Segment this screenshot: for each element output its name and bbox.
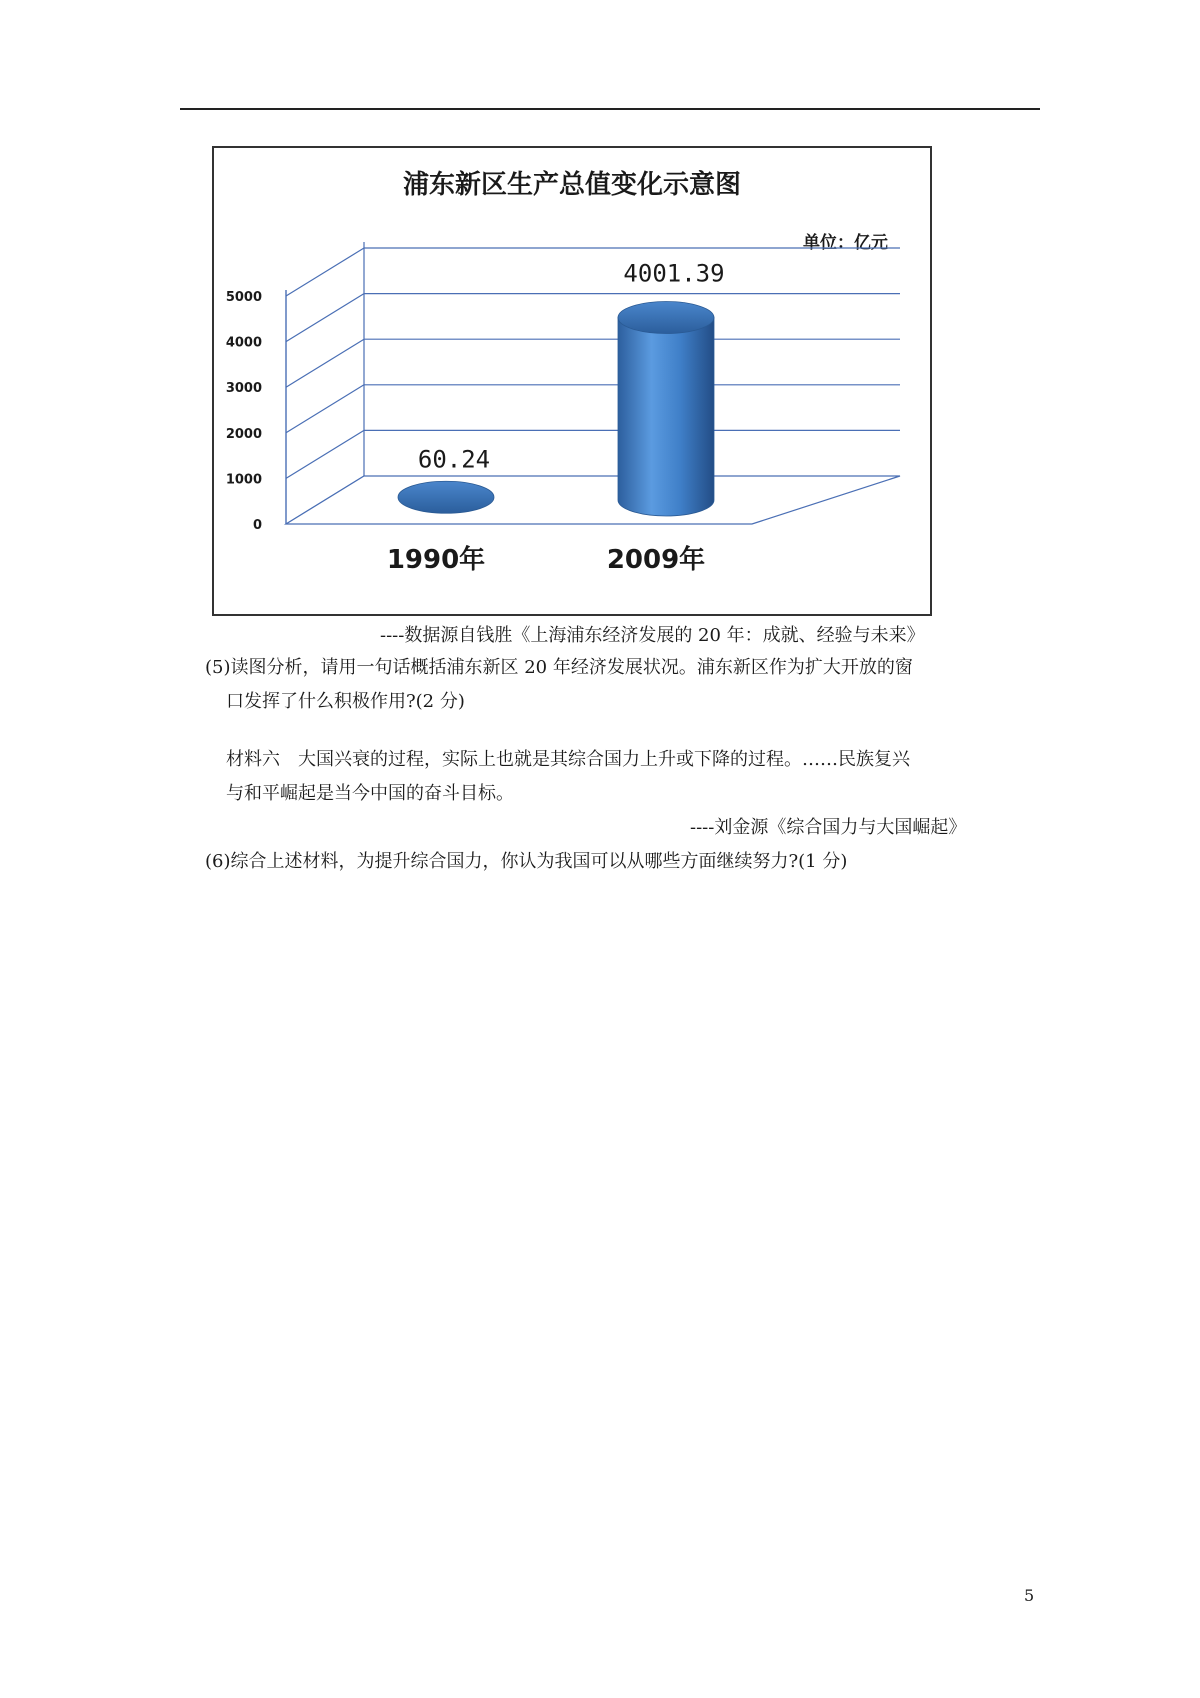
y-tick-label: 2000 [225, 426, 262, 442]
chart-floor [286, 476, 900, 524]
chart-frame [212, 146, 932, 616]
y-tick-label: 5000 [225, 290, 262, 305]
chart-unit-label: 单位：亿元 [803, 233, 888, 253]
gridline-side [286, 430, 364, 478]
gridline-side [286, 385, 364, 433]
bar-cylinder-cap [398, 481, 494, 513]
material-6-line-1: 材料六 大国兴衰的过程，实际上也就是其综合国力上升或下降的过程。……民族复兴 [226, 749, 910, 770]
gridline-side [286, 294, 364, 342]
material-6-source: ----刘金源《综合国力与大国崛起》 [690, 817, 967, 838]
material-6-line-2: 与和平崛起是当今中国的奋斗目标。 [226, 783, 514, 804]
question-6: (6)综合上述材料，为提升综合国力，你认为我国可以从哪些方面继续努力?(1 分) [205, 851, 848, 872]
data-label: 60.24 [417, 445, 491, 474]
question-5-line-2: 口发挥了什么积极作用?(2 分) [226, 691, 465, 712]
chart-plot [214, 148, 930, 614]
y-tick-label: 4000 [225, 335, 262, 351]
x-category-label: 2009年 [606, 545, 706, 575]
gridline-side [286, 339, 364, 387]
data-label: 4001.39 [623, 259, 725, 288]
y-tick-label: 1000 [225, 472, 262, 488]
y-tick-label: 0 [252, 518, 262, 533]
question-5-line-1: (5)读图分析，请用一句话概括浦东新区 20 年经济发展状况。浦东新区作为扩大开放的窗 [205, 657, 913, 678]
chart-title: 浦东新区生产总值变化示意图 [402, 170, 741, 200]
gridline-side [286, 248, 364, 296]
bar-1990年 [398, 481, 494, 513]
bar-cylinder-body [618, 318, 714, 516]
page-number: 5 [1024, 1586, 1035, 1605]
x-category-label: 1990年 [386, 545, 486, 575]
bar-cylinder-cap [618, 302, 714, 334]
y-tick-label: 3000 [225, 381, 262, 397]
chart-source-citation: ----数据源自钱胜《上海浦东经济发展的 20 年：成就、经验与未来》 [380, 625, 925, 646]
header-rule [180, 108, 1040, 110]
bar-2009年 [618, 302, 714, 516]
